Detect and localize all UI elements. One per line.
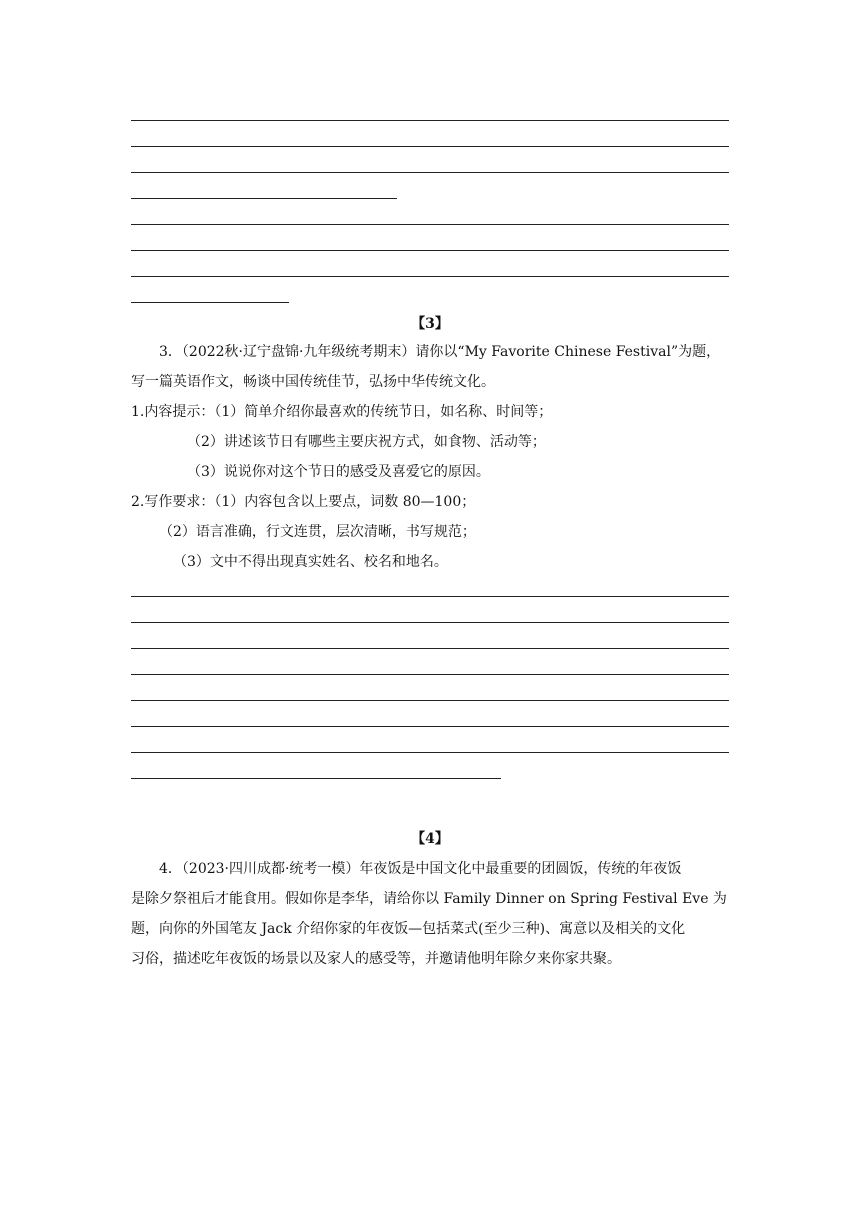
writing-line [131, 674, 729, 675]
question-3-prompt: 写一篇英语作文，畅谈中国传统佳节，弘扬中华传统文化。 [131, 374, 495, 390]
question-4-prompt: 题，向你的外国笔友 Jack 介绍你家的年夜饭—包括菜式(至少三种)、寓意以及相关的文化 [131, 921, 686, 937]
writing-line [131, 622, 729, 623]
writing-line-short [131, 302, 289, 303]
writing-line [131, 250, 729, 251]
writing-line [131, 648, 729, 649]
writing-line [131, 700, 729, 701]
question-4-label: 【4】 [411, 831, 449, 847]
writing-line [131, 596, 729, 597]
question-3-prompt: 3．（2022秋·辽宁盘锦·九年级统考期末）请你以“My Favorite Chinese Festival”为题， [159, 344, 721, 360]
writing-requirement: 2.写作要求：（1）内容包含以上要点，词数 80—100； [131, 494, 476, 510]
content-hint: （2）讲述该节日有哪些主要庆祝方式，如食物、活动等； [187, 434, 546, 450]
writing-line [131, 172, 729, 173]
question-4-prompt: 是除夕祭祖后才能食用。假如你是李华，请给你以 Family Dinner on Spring Festival Eve 为 [131, 891, 727, 907]
writing-line-short [131, 778, 501, 779]
writing-line [131, 726, 729, 727]
question-4-prompt: 4．（2023·四川成都·统考一模）年夜饭是中国文化中最重要的团圆饭，传统的年夜饭 [159, 861, 682, 877]
writing-line [131, 224, 729, 225]
writing-line [131, 752, 729, 753]
writing-requirement: （2）语言准确，行文连贯，层次清晰，书写规范； [159, 524, 476, 540]
content-hint: 1.内容提示：（1）简单介绍你最喜欢的传统节日，如名称、时间等； [131, 404, 553, 420]
writing-line [131, 120, 729, 121]
question-3-label: 【3】 [411, 316, 449, 332]
question-4-prompt: 习俗，描述吃年夜饭的场景以及家人的感受等，并邀请他明年除夕来你家共聚。 [131, 951, 621, 967]
writing-line [131, 146, 729, 147]
writing-requirement: （3）文中不得出现真实姓名、校名和地名。 [173, 554, 448, 570]
writing-line [131, 276, 729, 277]
content-hint: （3）说说你对这个节日的感受及喜爱它的原因。 [187, 464, 490, 480]
writing-line-short [131, 198, 397, 199]
